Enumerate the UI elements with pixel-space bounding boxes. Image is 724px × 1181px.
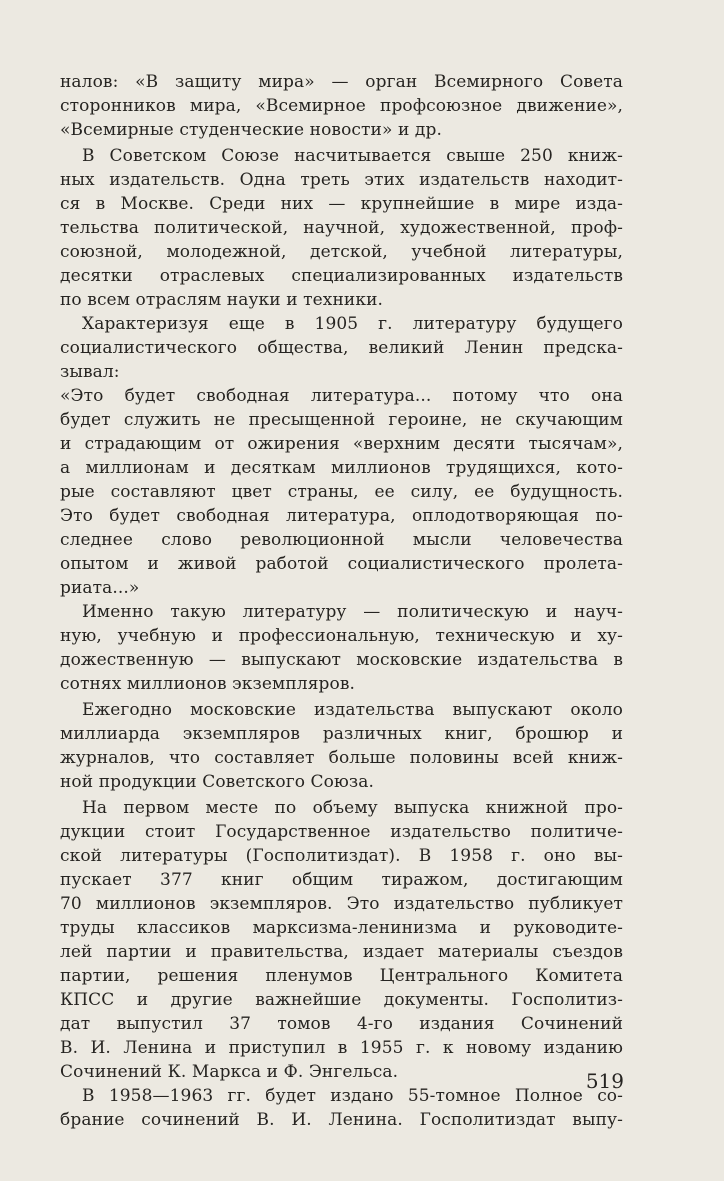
text-line: социалистического общества, великий Ленин предска- <box>60 338 623 358</box>
quote-line: риата...» <box>60 578 140 598</box>
quote-line: следнее слово революционной мысли человечества <box>60 530 623 550</box>
quote-line: опытом и живой работой социалистического пролета- <box>60 554 623 574</box>
text-line: союзной, молодежной, детской, учебной литературы, <box>60 242 623 262</box>
text-line: сторонников мира, «Всемирное профсоюзное движение», <box>60 96 623 116</box>
text-line: дожественную — выпускают московские издательства в <box>60 650 623 670</box>
text-line: журналов, что составляет больше половины всей книж- <box>60 748 623 768</box>
text-line: В. И. Ленина и приступил в 1955 г. к новому изданию <box>60 1038 623 1058</box>
text-line: На первом месте по объему выпуска книжной про- <box>82 798 623 818</box>
text-line: лей партии и правительства, издает материалы съездов <box>60 942 623 962</box>
text-line: «Всемирные студенческие новости» и др. <box>60 120 442 140</box>
text-line: зывал: <box>60 362 120 382</box>
text-line: Характеризуя еще в 1905 г. литературу будущего <box>82 314 623 334</box>
text-line: брание сочинений В. И. Ленина. Госполитиздат выпу- <box>60 1110 623 1130</box>
text-line: партии, решения пленумов Центрального Комитета <box>60 966 623 986</box>
text-line: ся в Москве. Среди них — крупнейшие в мире изда- <box>60 194 623 214</box>
quote-line: «Это будет свободная литература... потому что она <box>60 386 623 406</box>
text-line: ных издательств. Одна треть этих издательств находит- <box>60 170 623 190</box>
text-line: ную, учебную и профессиональную, техническую и ху- <box>60 626 623 646</box>
text-line: Ежегодно московские издательства выпускают около <box>82 700 623 720</box>
quote-line: Это будет свободная литература, оплодотворяющая по- <box>60 506 623 526</box>
quote-line: а миллионам и десяткам миллионов трудящихся, кото- <box>60 458 623 478</box>
text-line: десятки отраслевых специализированных издательств <box>60 266 623 286</box>
text-line: налов: «В защиту мира» — орган Всемирного Совета <box>60 72 623 92</box>
text-line: труды классиков марксизма-ленинизма и руководите- <box>60 918 623 938</box>
text-line: ской литературы (Госполитиздат). В 1958 г. оно вы- <box>60 846 623 866</box>
text-line: В 1958—1963 гг. будет издано 55-томное Полное со- <box>82 1086 623 1106</box>
text-line: миллиарда экземпляров различных книг, брошюр и <box>60 724 623 744</box>
text-line: тельства политической, научной, художественной, проф- <box>60 218 623 238</box>
page-number: 519 <box>585 1069 624 1093</box>
text-line: пускает 377 книг общим тиражом, достигающим <box>60 870 623 890</box>
text-line: Именно такую литературу — политическую и науч- <box>82 602 623 622</box>
quote-line: и страдающим от ожирения «верхним десяти тысячам», <box>60 434 623 454</box>
text-line: по всем отраслям науки и техники. <box>60 290 384 310</box>
text-line: ной продукции Советского Союза. <box>60 772 374 792</box>
text-line: В Советском Союзе насчитывается свыше 250 книж- <box>82 146 623 166</box>
quote-line: будет служить не пресыщенной героине, не скучающим <box>60 410 623 430</box>
text-line: дат выпустил 37 томов 4-го издания Сочинений <box>60 1014 623 1034</box>
text-line: дукции стоит Государственное издательство политиче- <box>60 822 623 842</box>
text-line: КПСС и другие важнейшие документы. Госполитиз- <box>60 990 623 1010</box>
quote-line: рые составляют цвет страны, ее силу, ее будущность. <box>60 482 623 502</box>
text-line: сотнях миллионов экземпляров. <box>60 674 356 694</box>
text-line: 70 миллионов экземпляров. Это издательство публикует <box>60 894 623 914</box>
text-line: Сочинений К. Маркса и Ф. Энгельса. <box>60 1062 399 1082</box>
